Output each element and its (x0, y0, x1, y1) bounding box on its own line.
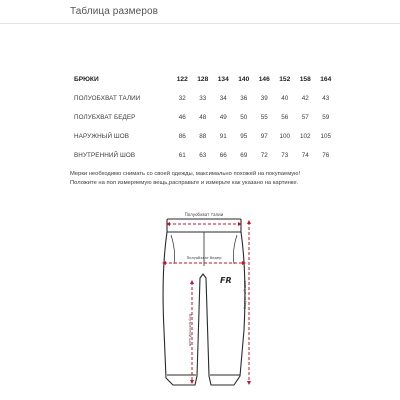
table-cell: 55 (260, 114, 268, 121)
table-cell: 34 (219, 95, 227, 102)
table-cell: 33 (199, 95, 207, 102)
header-bar (0, 0, 400, 24)
table-cell: 105 (320, 133, 331, 140)
table-cell: 88 (199, 133, 207, 140)
table-cell: 100 (279, 133, 290, 140)
size-table-header-row (74, 70, 336, 89)
size-table-title: БРЮКИ (74, 76, 99, 83)
table-row (74, 108, 336, 127)
row-label: НАРУЖНЫЙ ШОВ (74, 133, 130, 140)
size-header: 134 (217, 76, 229, 83)
row-label: ПОЛУБХВАТ БЕДЕР (74, 114, 136, 121)
table-cell: 36 (240, 95, 248, 102)
size-header: 158 (299, 76, 311, 83)
row-label: ВНУТРЕННИЙ ШОВ (74, 152, 136, 159)
table-cell: 59 (322, 114, 330, 121)
size-table (74, 70, 336, 165)
table-cell: 40 (281, 95, 289, 102)
table-cell: 39 (260, 95, 268, 102)
outer-seam-label: Наружный шов (243, 280, 247, 310)
table-cell: 63 (199, 152, 207, 159)
table-cell: 97 (260, 133, 268, 140)
table-cell: 43 (322, 95, 330, 102)
table-cell: 66 (219, 152, 227, 159)
size-header: 164 (320, 76, 332, 83)
table-cell: 91 (219, 133, 227, 140)
row-label: ПОЛУОБХВАТ ТАЛИИ (74, 95, 141, 102)
table-cell: 86 (178, 133, 186, 140)
table-cell: 76 (322, 152, 330, 159)
waist-label: Полуобхват талии (184, 212, 224, 217)
table-cell: 61 (178, 152, 186, 159)
hips-label: Полуобхват бедер (186, 256, 222, 260)
table-cell: 72 (260, 152, 268, 159)
table-cell: 42 (301, 95, 309, 102)
inner-seam-label: Внутренний шов (188, 314, 192, 346)
page-title: Таблица размеров (70, 6, 159, 17)
table-row (74, 127, 336, 146)
table-cell: 95 (240, 133, 248, 140)
table-cell: 73 (281, 152, 289, 159)
size-header: 146 (258, 76, 270, 83)
table-row (74, 89, 336, 108)
size-header: 152 (279, 76, 291, 83)
table-cell: 50 (240, 114, 248, 121)
waistband (167, 219, 241, 232)
table-row (74, 146, 336, 165)
note-line: Положите на пол измеряемую вещь,расправьте и измерьте как указано на картинке. (70, 180, 299, 186)
table-cell: 48 (199, 114, 207, 121)
measurement-note (70, 170, 370, 188)
table-cell: 57 (301, 114, 309, 121)
table-cell: 56 (281, 114, 289, 121)
table-cell: 49 (219, 114, 227, 121)
size-header: 128 (197, 76, 209, 83)
pants-diagram (140, 200, 270, 400)
size-header: 140 (238, 76, 250, 83)
pants-outline (163, 219, 245, 385)
table-cell: 69 (240, 152, 248, 159)
note-line: Мерки необходимо снимать со своей одежды, максимально похожей на покупаемую! (70, 171, 301, 177)
pocket-line-right (233, 235, 237, 264)
table-cell: 46 (178, 114, 186, 121)
table-cell: 74 (301, 152, 309, 159)
pocket-line-left (171, 235, 175, 264)
table-cell: 32 (178, 95, 186, 102)
brand-logo: FR (220, 276, 232, 285)
size-header: 122 (176, 76, 188, 83)
table-cell: 102 (299, 133, 311, 140)
